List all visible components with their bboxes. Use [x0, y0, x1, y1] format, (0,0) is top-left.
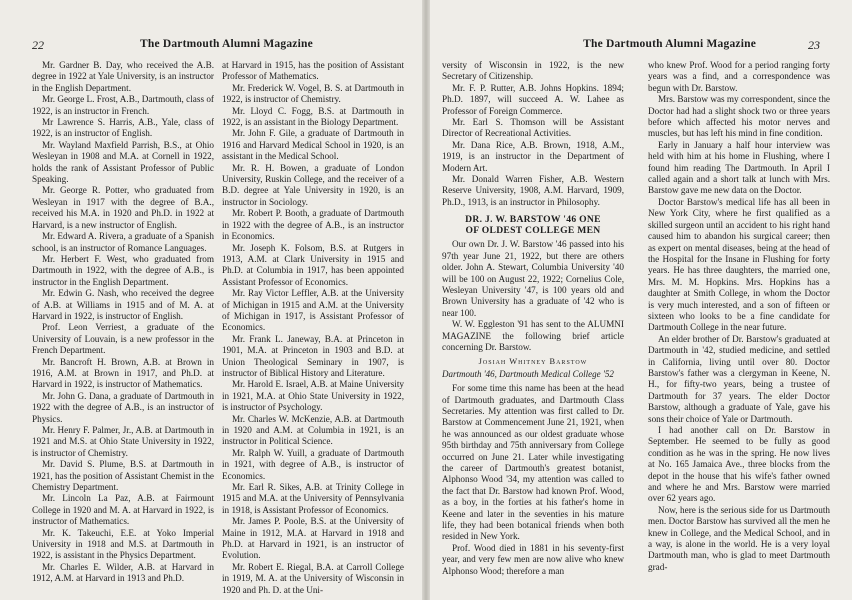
running-title: The Dartmouth Alumni Magazine [583, 38, 756, 50]
paragraph: Mr. Lloyd C. Fogg, B.S. at Dartmouth in 1922, is an assistant in the Biology Department. [222, 105, 404, 128]
paragraph: Mr. David S. Plume, B.S. at Dartmouth in 1921, has the position of Assistant Chemist in the Chemistry Department. [32, 459, 214, 493]
article-subhead: Dartmouth '46, Dartmouth Medical College '52 [442, 368, 614, 379]
article-title-line: OF OLDEST COLLEGE MEN [465, 225, 601, 237]
paragraph: Our own Dr. J. W. Barstow '46 passed into his 97th year June 21, 1922, but there are others older. John A. Stewart, Columbia University '40 will be 100 on August 22, 1922; Cornelius Cole, Wesleyan University '47, is 100 years old and Brown University has a graduate of '42 who is near 100. [442, 239, 624, 318]
paragraph: Mr. John F. Gile, a graduate of Dartmouth in 1916 and Harvard Medical School in 1920, is an assistant in the Medical School. [222, 128, 404, 162]
paragraph: I had another call on Dr. Barstow in September. He seemed to be fully as good condition as he was in the spring. He now lives at No. 165 Jamaica Ave., three blocks from the depot in the house that his wife's father owned and where he and Mrs. Barstow were married over 62 years ago. [648, 425, 830, 504]
paragraph: Mr. John G. Dana, a graduate of Dartmouth in 1922 with the degree of A.B., is an instructor of Physics. [32, 390, 214, 424]
paragraph: Mr. Ralph W. Yuill, a graduate of Dartmouth in 1921, with degree of A.B., is instructor of Economics. [222, 447, 404, 481]
paragraph: Mr Lawrence S. Harris, A.B., Yale, class of 1922, is an instructor of English. [32, 117, 214, 139]
paragraph: Mr. Lincoln La Paz, A.B. at Fairmount College in 1920 and M. A. at Harvard in 1922, is instructor of Mathematics. [32, 493, 214, 527]
paragraph: Mr. Wayland Maxfield Parrish, B.S., at Ohio Wesleyan in 1908 and M.A. at Cornell in 1922, holds the rank of Assistant Professor of Public Speaking. [32, 139, 214, 185]
left-column-2 [222, 60, 404, 600]
paragraph: Mr. Bancroft H. Brown, A.B. at Brown in 1916, A.M. at Brown in 1917, and Ph.D. at Harvard in 1922, is instructor of Mathematics. [32, 356, 214, 390]
article-title [442, 214, 624, 236]
paragraph: Mr. Earl S. Thomson will be Assistant Director of Recreational Activities. [442, 117, 624, 139]
paragraph: Prof. Wood died in 1881 in his seventy-first year, and very few men are now alive who knew Alphonso Wood; therefore a man [442, 542, 624, 576]
right-column-1 [442, 60, 624, 600]
paragraph: W. W. Eggleston '91 has sent to the ALUMNI MAGAZINE the following brief article concerning Dr. Barstow. [442, 319, 624, 352]
paragraph: Mr. F. P. Rutter, A.B. Johns Hopkins. 1894; Ph.D. 1897, will succeed A. W. Lahee as Professor of Foreign Commerce. [442, 82, 624, 116]
paragraph-continuation: at Harvard in 1915, has the position of Assistant Professor of Mathematics. [222, 60, 404, 82]
paragraph: Mr. Frederick W. Vogel, B. S. at Dartmouth in 1922, is instructor of Chemistry. [222, 82, 404, 105]
page-gutter [422, 0, 430, 600]
right-page [426, 0, 852, 600]
paragraph: An elder brother of Dr. Barstow's graduated at Dartmouth in '42, studied medicine, and settled in California, living until over 80. Doctor Barstow's father was a clergyman in Keene, N. H., for fifty-two years, being a trustee of Dartmouth for 37 years. The elder Doctor Barstow, although a graduate of Yale, gave his sons their choice of Yale or Dartmouth. [648, 333, 830, 424]
paragraph: Mr. Henry F. Palmer, Jr., A.B. at Dartmouth in 1921 and M.S. at Ohio State University in 1922, is instructor of Chemistry. [32, 425, 214, 458]
paragraph: Mr. Harold E. Israel, A.B. at Maine University in 1921, M.A. at Ohio State University in 1922, is instructor of Psychology. [222, 379, 404, 413]
article-title-line: DR. J. W. BARSTOW '46 ONE [465, 214, 601, 226]
left-page-header [32, 38, 394, 54]
paragraph: Mr. R. H. Bowen, a graduate of London University, Ruskin College, and the receiver of a B.D. degree at Yale University in 1920, is an instructor in Sociology. [222, 162, 404, 207]
paragraph-continuation: who knew Prof. Wood for a period ranging forty years was a find, and a correspondence was begun with Dr. Barstow. [648, 60, 830, 93]
left-column-1 [32, 60, 214, 600]
paragraph: Mr. James P. Poole, B.S. at the University of Maine in 1912, M.A. at Harvard in 1918 and Ph.D. at Harvard in 1921, is an instructor of Evolution. [222, 516, 404, 561]
paragraph: Prof. Leon Verriest, a graduate of the University of Louvain, is a new professor in the French Department. [32, 322, 214, 356]
paragraph: Mr. Gardner B. Day, who received the A.B. degree in 1922 at Yale University, is an instructor in the English Department. [32, 60, 214, 93]
paragraph: Mr. Ray Victor Leffler, A.B. at the University of Michigan in 1915 and A.M. at the University of Michigan in 1917, is Assistant Professor of Economics. [222, 288, 404, 333]
paragraph: Mr. Robert E. Riegal, B.A. at Carroll College in 1919, M. A. at the University of Wisconsin in 1920 and Ph. D. at the Uni- [222, 561, 404, 595]
paragraph-continuation: versity of Wisconsin in 1922, is the new Secretary of Citizenship. [442, 60, 624, 82]
paragraph: Mr. Herbert F. West, who graduated from Dartmouth in 1922, with the degree of A.B., is instructor in the English Department. [32, 253, 214, 287]
paragraph: Mr. Robert P. Booth, a graduate of Dartmouth in 1922 with the degree of A.B., is an instructor in Economics. [222, 208, 404, 242]
running-title: The Dartmouth Alumni Magazine [140, 38, 313, 50]
paragraph: Mr. Charles W. McKenzie, A.B. at Dartmouth in 1920 and A.M. at Columbia in 1921, is an instructor in Political Science. [222, 413, 404, 447]
paragraph: Doctor Barstow's medical life has all been in New York City, where he first qualified as a skilled surgeon until an accident to his right hand caused him to abandon his surgical career; then as expert on mental diseases, being at the head of the Hospital for the Insane in Flushing for forty years. He has three daughters, the married one, Mrs. M. M. Hopkins. Mrs. Hopkins has a daughter at Smith College, in whom the Doctor is very much interested, and a son of fifteen or sixteen who looks to be a fine candidate for Dartmouth College in the near future. [648, 196, 830, 333]
page-number: 23 [808, 38, 820, 52]
paragraph: For some time this name has been at the head of Dartmouth graduates, and Dartmouth Class Secretaries. My attention was first called to Dr. Barstow at Commencement June 21, 1921, when he was announced as our oldest graduate whose 95th birthday and 75th anniversary from College occurred on June 21. Later while investigating the career of Dartmouth's greatest botanist, Alphonso Wood '34, my attention was called to the fact that Dr. Barstow had known Prof. Wood, as a boy, in the forties at his father's home in Keene and later in the seventies in his mature life, they had been botanical friends when both resided in New York. [442, 383, 624, 542]
paragraph: Early in January a half hour interview was held with him at his home in Flushing, where I found him reading The Dartmouth. In April I called again and a short talk at lunch with Mrs. Barstow gave me new data on the Doctor. [648, 139, 830, 196]
paragraph: Mrs. Barstow was my correspondent, since the Doctor had had a slight shock two or three years before which affected his motor nerves and muscles, but has left his mind in fine condition. [648, 94, 830, 139]
paragraph: Mr. Donald Warren Fisher, A.B. Western Reserve University, 1908, A.M. Harvard, 1909, Ph.D., 1913, is an instructor in Philosophy. [442, 174, 624, 207]
paragraph: Mr. Joseph K. Folsom, B.S. at Rutgers in 1913, A.M. at Clark University in 1915 and Ph.D. at Columbia in 1917, has been appointed Assistant Professor of Economics. [222, 242, 404, 287]
paragraph: Mr. Frank L. Janeway, B.A. at Princeton in 1901, M.A. at Princeton in 1903 and B.D. at Union Theological Seminary in 1907, is instructor of Biblical History and Literature. [222, 333, 404, 378]
article-byline: Josiah Whitney Barstow [478, 357, 588, 367]
right-column-2 [648, 60, 830, 600]
paragraph: Mr. George R. Potter, who graduated from Wesleyan in 1917 with the degree of B.A., received his M.A. in 1920 and Ph.D. in 1922 at Harvard, is a new instructor of English. [32, 185, 214, 230]
paragraph: Mr. Earl R. Sikes, A.B. at Trinity College in 1915 and M.A. at the University of Pennsylvania in 1918, is Assistant Professor of Economics. [222, 482, 404, 515]
right-page-header [458, 38, 820, 54]
paragraph: Now, here is the serious side for us Dartmouth men. Doctor Barstow has survived all the men he knew in College, and the Medical School, and in a way, is alone in the world. He is a very loyal Dartmouth man, who is glad to meet Dartmouth grad- [648, 504, 830, 572]
paragraph: Mr. Charles E. Wilder, A.B. at Harvard in 1912, A.M. at Harvard in 1913 and Ph.D. [32, 561, 214, 584]
paragraph: Mr. Edwin G. Nash, who received the degree of A.B. at Williams in 1915 and of M. A. at Harvard in 1922, is instructor of English. [32, 288, 214, 321]
paragraph: Mr. Dana Rice, A.B. Brown, 1918, A.M., 1919, is an instructor in the Department of Modern Art. [442, 139, 624, 173]
page-number: 22 [32, 38, 44, 52]
paragraph: Mr. Edward A. Rivera, a graduate of a Spanish school, is an instructor of Romance Languages. [32, 231, 214, 253]
paragraph: Mr. George L. Frost, A.B., Dartmouth, class of 1922, is an instructor in French. [32, 94, 214, 116]
paragraph: Mr. K. Takeuchi, E.E. at Yoko Imperial University in 1918 and M.S. at Dartmouth in 1922, is assistant in the Physics Department. [32, 527, 214, 561]
